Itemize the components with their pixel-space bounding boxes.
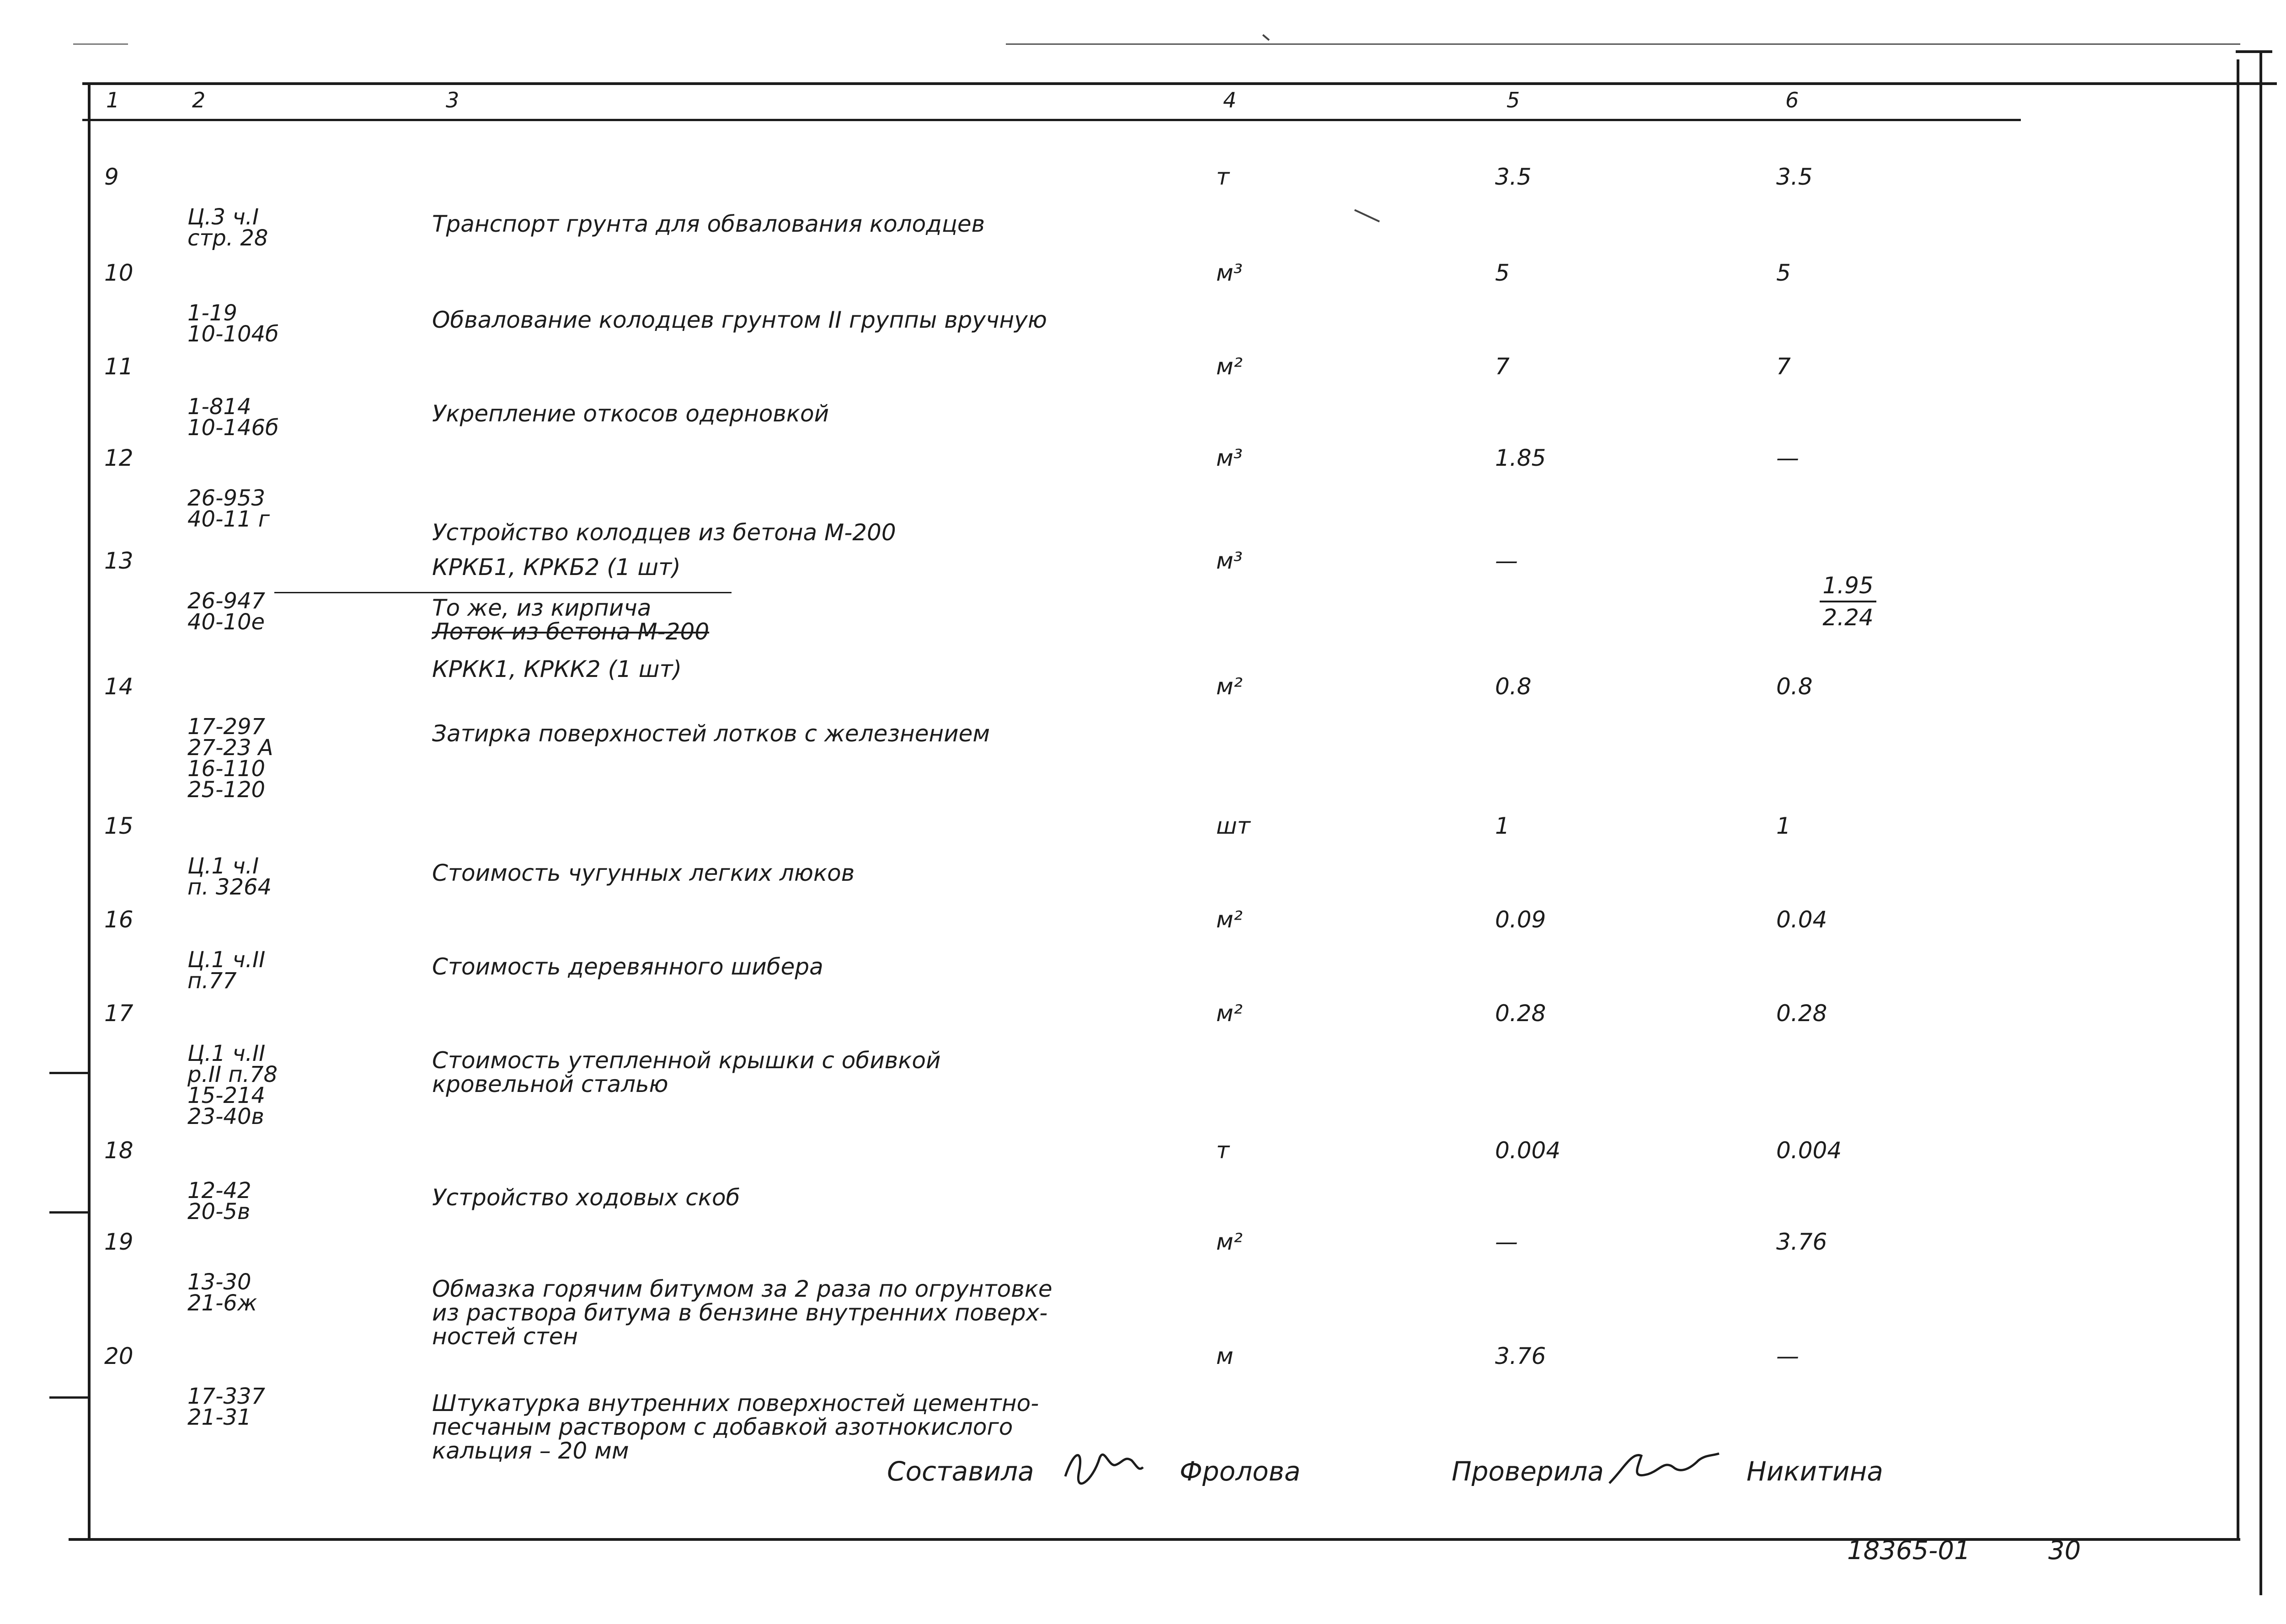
- row-number: 20: [104, 1343, 134, 1369]
- row-description: Устройство колодцев из бетона М-200 КРКБ1, КРКБ2 (1 шт): [432, 519, 896, 580]
- row-description: Устройство ходовых скоб: [432, 1184, 740, 1211]
- row-number: 10: [104, 260, 134, 286]
- row-number: 18: [104, 1137, 134, 1164]
- row-unit: шт: [1216, 813, 1250, 839]
- row-reference: 13-30 21-6ж: [187, 1269, 257, 1316]
- composed-label: Составила: [887, 1456, 1034, 1487]
- column-header-5: 5: [1506, 88, 1520, 112]
- frame-top-line: [82, 82, 2277, 85]
- row-value-5: 0.004: [1495, 1137, 1561, 1164]
- row-value-5: —: [1495, 1229, 1518, 1255]
- row-reference: Ц.1 ч.II п.77: [187, 947, 266, 994]
- row-description: Обмазка горячим битумом за 2 раза по огрунтовке из раствора битума в бензине внутренних поверх- ностей стен: [432, 1276, 1052, 1350]
- checker-name: Никитина: [1747, 1456, 1883, 1487]
- page-number: 30: [2048, 1536, 2081, 1565]
- row-number: 9: [104, 164, 119, 190]
- row-value-6: 5: [1776, 260, 1791, 286]
- column-header-2: 2: [192, 88, 206, 112]
- column-header-3: 3: [446, 88, 459, 112]
- margin-mark: [49, 1396, 91, 1399]
- top-right-corner-line: [2236, 50, 2272, 53]
- row-value-6: 1: [1776, 813, 1791, 839]
- row-description: Стоимость утепленной крышки с обивкой кровельной сталью: [432, 1047, 941, 1097]
- row-value-6: 0.04: [1776, 906, 1827, 933]
- row-value-6: 3.76: [1776, 1229, 1827, 1255]
- row-unit: м: [1216, 1343, 1234, 1369]
- row-value-5: 1: [1495, 813, 1510, 839]
- row-number: 13: [104, 548, 134, 574]
- row-description: Стоимость чугунных легких люков: [432, 860, 855, 886]
- row-description: Обвалование колодцев грунтом II группы вручную: [432, 307, 1047, 333]
- scan-speck: [1262, 34, 1270, 41]
- frame-right-line: [2237, 59, 2239, 1540]
- row-reference: 1-814 10-146б: [187, 394, 279, 441]
- margin-mark: [49, 1072, 91, 1074]
- frame-left-line: [88, 82, 91, 1538]
- column-header-1: 1: [106, 88, 120, 112]
- row-value-6: 7: [1776, 353, 1791, 380]
- row-reference: 26-947 40-10е: [187, 588, 266, 635]
- row-reference: Ц.1 ч.II р.II п.78 15-214 23-40в: [187, 1041, 278, 1129]
- row-number: 14: [104, 673, 134, 700]
- scan-speck: [1354, 209, 1380, 223]
- checked-label: Проверила: [1452, 1456, 1604, 1487]
- row-value-5: 0.8: [1495, 673, 1532, 700]
- row-value-5: 7: [1495, 353, 1510, 380]
- row-value-6: 0.28: [1776, 1000, 1827, 1027]
- row-unit: м²: [1216, 673, 1243, 700]
- row-value-6: —: [1776, 445, 1799, 471]
- row-reference: Ц.1 ч.I п. 3264: [187, 853, 272, 900]
- composer-name: Фролова: [1180, 1456, 1301, 1487]
- row-value-5: 3.5: [1495, 164, 1532, 190]
- scan-speck: [73, 43, 128, 45]
- row-value-5: 0.28: [1495, 1000, 1546, 1027]
- row-value-6: 3.5: [1776, 164, 1813, 190]
- row-unit: м²: [1216, 906, 1243, 933]
- row-reference: Ц.3 ч.I стр. 28: [187, 204, 268, 251]
- row-number: 19: [104, 1229, 134, 1255]
- header-underline: [82, 119, 2021, 121]
- column-header-6: 6: [1785, 88, 1799, 112]
- row-description: То же, из кирпича Лоток из бетона М-200 КРКК1, КРКК2 (1 шт): [432, 595, 710, 682]
- row-value-5: 3.76: [1495, 1343, 1546, 1369]
- row-unit: м³: [1216, 548, 1243, 574]
- document-number: 18365-01: [1847, 1536, 1971, 1565]
- row-number: 15: [104, 813, 134, 839]
- row-reference: 17-337 21-31: [187, 1384, 266, 1430]
- row-value-6-fraction: $\frac{1.95}{2.24}$: [1776, 548, 1876, 655]
- row-reference: 1-19 10-104б: [187, 300, 279, 347]
- row-description: Затирка поверхностей лотков с железнением: [432, 720, 990, 747]
- row-value-5: 0.09: [1495, 906, 1546, 933]
- row-unit: т: [1216, 1137, 1230, 1164]
- top-faint-line: [1006, 43, 2240, 45]
- row-unit: м²: [1216, 1229, 1243, 1255]
- row-value-6: —: [1776, 1343, 1799, 1369]
- row-description: Транспорт грунта для обвалования колодцев: [432, 211, 985, 237]
- row-value-6: 0.8: [1776, 673, 1813, 700]
- row-unit: м²: [1216, 353, 1243, 380]
- row-number: 17: [104, 1000, 134, 1027]
- row-reference: 26-953 40-11 г: [187, 485, 270, 532]
- row-description: Укрепление откосов одерновкой: [432, 400, 829, 427]
- row-unit: м²: [1216, 1000, 1243, 1027]
- checker-signature: [1605, 1442, 1724, 1492]
- row-number: 11: [104, 353, 134, 380]
- column-header-4: 4: [1223, 88, 1237, 112]
- row-number: 12: [104, 445, 134, 471]
- row-description: Стоимость деревянного шибера: [432, 953, 823, 980]
- row-unit: т: [1216, 164, 1230, 190]
- row-reference: 12-42 20-5в: [187, 1178, 251, 1225]
- row-value-6: 0.004: [1776, 1137, 1842, 1164]
- row-value-5: —: [1495, 548, 1518, 574]
- frame-right-outer-line: [2259, 50, 2262, 1595]
- row-value-5: 5: [1495, 260, 1510, 286]
- row-unit: м³: [1216, 445, 1243, 471]
- row-value-5: 1.85: [1495, 445, 1546, 471]
- row-unit: м³: [1216, 260, 1243, 286]
- composer-signature: [1061, 1440, 1148, 1490]
- row-description: Штукатурка внутренних поверхностей цементно- песчаным раствором с добавкой азотнокислого кальция – 20 мм: [432, 1390, 1039, 1464]
- row-reference: 17-297 27-23 А 16-110 25-120: [187, 714, 273, 803]
- row-number: 16: [104, 906, 134, 933]
- margin-mark: [49, 1211, 91, 1214]
